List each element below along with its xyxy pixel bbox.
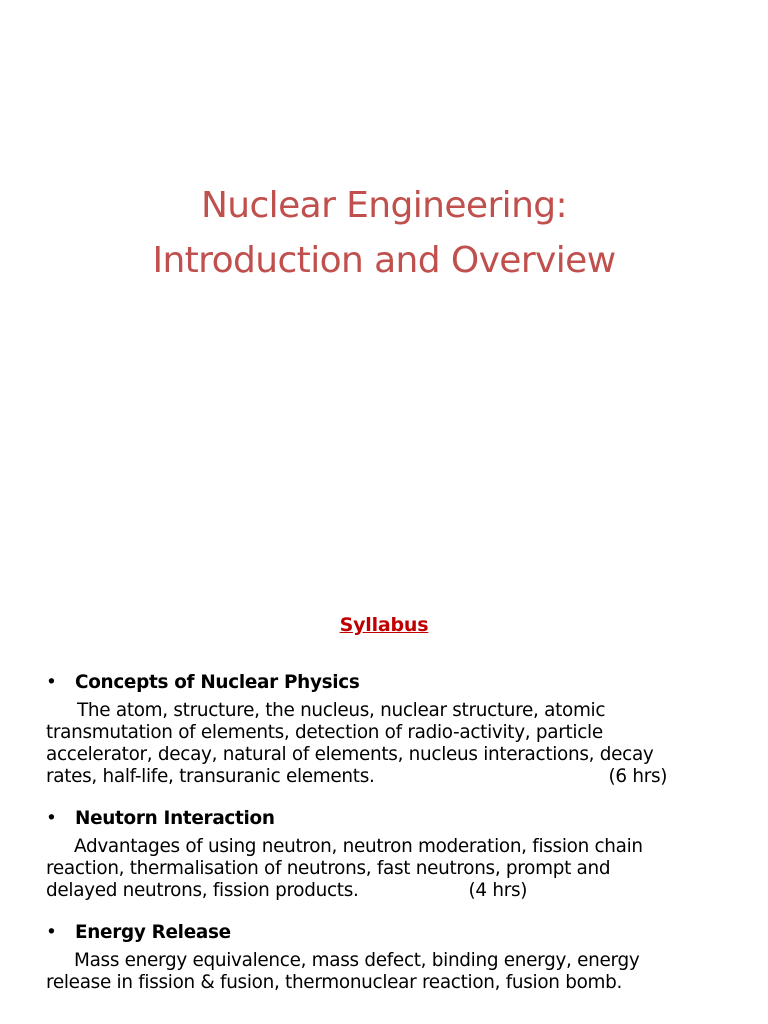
topic-nuclear-physics: [46, 672, 746, 788]
topic-hours: (4 hrs): [468, 880, 528, 901]
description-line: accelerator, decay, natural of elements, nucleus interactions, decay: [46, 744, 654, 765]
title-line-1: Nuclear Engineering:: [200, 185, 568, 226]
topic-heading-row: [46, 808, 746, 830]
description-text: rates, half-life, transuranic elements.: [46, 766, 375, 787]
topic-heading: Concepts of Nuclear Physics: [75, 672, 360, 693]
description-line-last: [46, 766, 746, 788]
topic-description: [46, 700, 746, 788]
topic-heading: Energy Release: [75, 922, 231, 943]
bullet-marker: •: [46, 672, 57, 693]
topic-heading-row: [46, 922, 746, 944]
description-text: delayed neutrons, fission products.: [46, 880, 359, 901]
topic-list: [46, 672, 746, 1014]
topic-neutron-interaction: [46, 808, 746, 902]
bullet-marker: •: [46, 808, 57, 829]
description-line: release in fission & fusion, thermonuclear reaction, fusion bomb.: [46, 972, 623, 993]
topic-hours: (6 hrs): [608, 766, 668, 787]
slide-title: [0, 178, 768, 288]
description-line: reaction, thermalisation of neutrons, fast neutrons, prompt and: [46, 858, 611, 879]
bullet-marker: •: [46, 922, 57, 943]
syllabus-heading: Syllabus: [339, 614, 429, 636]
description-line: Advantages of using neutron, neutron moderation, fission chain: [74, 836, 643, 857]
topic-description: [46, 836, 746, 902]
topic-heading-row: [46, 672, 746, 694]
topic-description: [46, 950, 746, 994]
description-line: transmutation of elements, detection of radio-activity, particle: [46, 722, 603, 743]
topic-energy-release: [46, 922, 746, 994]
description-line-last: [46, 880, 746, 902]
title-line-2: Introduction and Overview: [152, 240, 616, 281]
description-line: Mass energy equivalence, mass defect, binding energy, energy: [74, 950, 640, 971]
description-line: The atom, structure, the nucleus, nuclear structure, atomic: [77, 700, 606, 721]
topic-heading: Neutorn Interaction: [75, 808, 275, 829]
